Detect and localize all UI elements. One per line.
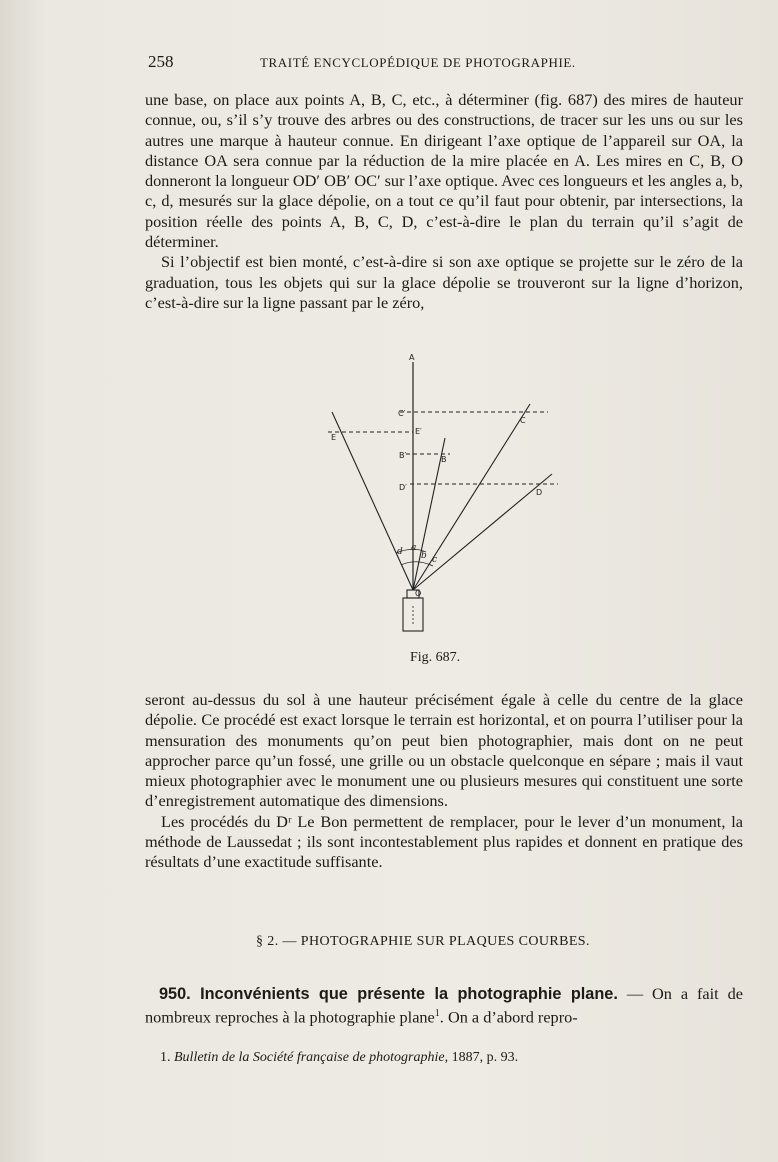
footnote bbox=[160, 1050, 740, 1066]
article-text-end: . On a d’abord repro- bbox=[439, 1007, 578, 1027]
section-heading: § 2. — PHOTOGRAPHIE SUR PLAQUES COURBES. bbox=[256, 934, 590, 949]
label-e: E bbox=[331, 433, 337, 442]
footnote-source: Bulletin de la Société française de photographie bbox=[174, 1050, 445, 1065]
footnote-details: , 1887, p. 93. bbox=[444, 1050, 519, 1065]
footnote-number: 1. bbox=[160, 1050, 171, 1065]
label-d-prime: D′ bbox=[399, 483, 407, 492]
label-e-prime: E′ bbox=[415, 427, 422, 436]
figure-caption: Fig. 687. bbox=[410, 650, 461, 665]
triangulation-diagram bbox=[300, 350, 580, 640]
label-d: D bbox=[536, 488, 543, 497]
running-title: TRAITÉ ENCYCLOPÉDIQUE DE PHOTOGRAPHIE. bbox=[260, 55, 576, 70]
paragraph: seront au-dessus du sol à une hauteur précisément égale à celle du centre de la glace dépolie. Ce procédé est exact lorsque le terrain est horizontal, et on pourra l’utiliser pour la mensuration des monuments qu’on peut bien photographier, mais dont on ne peut approcher parce qu’un fossé, une grille ou un obstacle quelconque en sépare ; mais il vaut mieux photographier avec le monument une ou plusieurs mesures qui constituent une sorte d’enregistrement automatique des dimensions. bbox=[145, 690, 743, 811]
label-c: C bbox=[520, 416, 526, 425]
paragraph: Les procédés du Dʳ Le Bon permettent de remplacer, pour le lever d’un monument, la méthode de Laussedat ; ils sont incontestablement plus rapides et donnent en pratique des résultats d’une exactitude suffisante. bbox=[145, 811, 743, 872]
page-number: 258 bbox=[148, 52, 174, 71]
label-o: O bbox=[415, 589, 422, 598]
label-b-prime: B′ bbox=[399, 451, 407, 460]
article-text: — On a fait de nombreux reproches à la photographie plane bbox=[145, 984, 743, 1027]
figure-687-diagram bbox=[300, 350, 580, 640]
label-angle-c: c bbox=[432, 555, 438, 565]
label-angle-d: d bbox=[397, 547, 403, 557]
ray-oc bbox=[413, 404, 530, 590]
article-title: 950. Inconvénients que présente la photographie plane. bbox=[159, 985, 618, 1003]
article-950 bbox=[145, 984, 743, 1028]
page-header bbox=[148, 52, 743, 74]
body-text-upper bbox=[145, 90, 743, 313]
body-text-lower bbox=[145, 690, 743, 873]
paragraph: Si l’objectif est bien monté, c’est-à-dire si son axe optique se projette sur le zéro de la graduation, tous les objets qui sur la glace dépolie se trouveront sur la ligne d’horizon, c’est-à-dire sur la ligne passant par le zéro, bbox=[145, 252, 743, 312]
label-angle-b: b bbox=[421, 551, 427, 561]
paragraph: une base, on place aux points A, B, C, etc., à déterminer (fig. 687) des mires de hauteur connue, ou, s’il s’y trouve des arbres ou des constructions, de tracer sur les uns ou sur les autres une marque à hauteur connue. En dirigeant l’axe optique de l’appareil sur OA, la distance OA sera connue par la réduction de la mire placée en A. Les mires en C, B, O donneront la longueur OD′ OB′ OC′ sur l’axe optique. Avec ces longueurs et les angles a, b, c, d, mesurés sur la glace dépolie, on a tout ce qu’il faut pour obtenir, par intersections, la position réelle des points A, B, C, D, c’est-à-dire le plan du terrain qu’il s’agit de déterminer. bbox=[145, 90, 743, 252]
article-paragraph bbox=[145, 984, 743, 1028]
label-c-prime: C′ bbox=[398, 409, 406, 418]
label-b: B bbox=[441, 455, 447, 464]
ray-oe bbox=[332, 412, 413, 590]
footnote-reference: 1 bbox=[434, 1008, 440, 1020]
label-angle-a: a bbox=[411, 543, 417, 553]
label-a: A bbox=[409, 353, 415, 362]
